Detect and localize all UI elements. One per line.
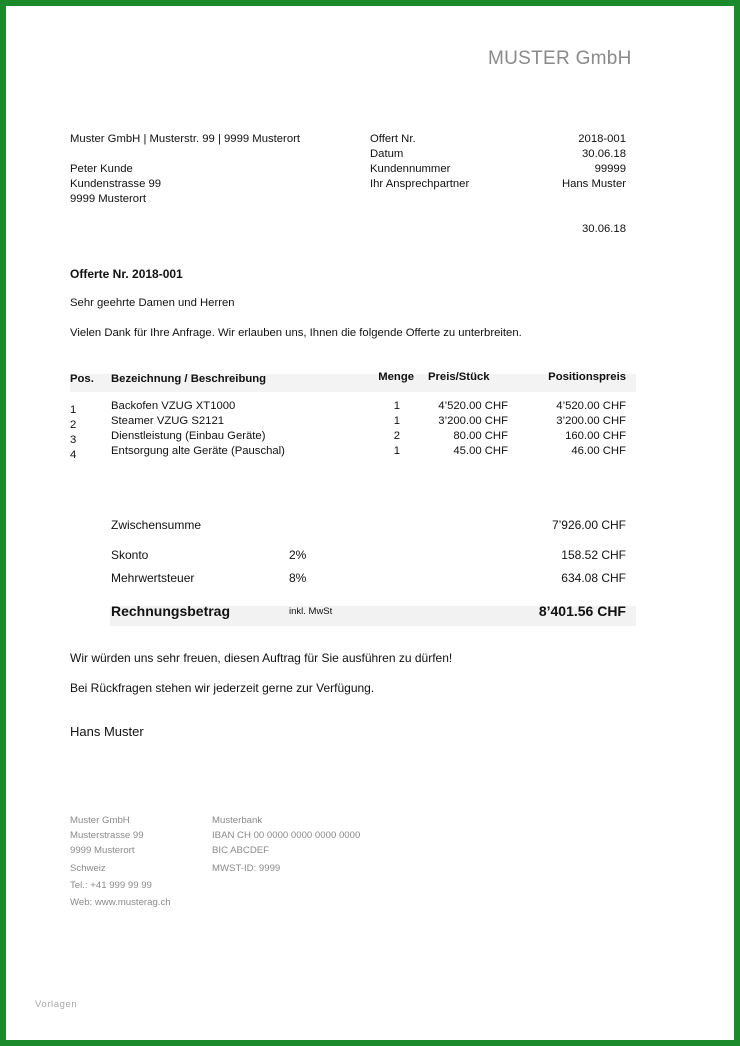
total-note: inkl. MwSt xyxy=(289,606,333,617)
footer-bank-line: MWST-ID: 9999 xyxy=(212,863,281,874)
footer-line: Muster GmbH xyxy=(70,815,130,826)
footer-bank-line: Musterbank xyxy=(212,815,263,826)
col-header-desc: Bezeichnung / Beschreibung xyxy=(111,373,267,385)
row-unit-price: 45.00 CHF xyxy=(453,445,508,457)
meta-value: Hans Muster xyxy=(561,178,626,190)
col-header-unit: Preis/Stück xyxy=(428,371,490,383)
meta-label: Kundennummer xyxy=(370,163,451,175)
discount-rate: 2% xyxy=(289,548,307,562)
row-unit-price: 3’200.00 CHF xyxy=(438,415,508,427)
row-desc: Steamer VZUG S2121 xyxy=(111,415,225,427)
document-subject: Offerte Nr. 2018-001 xyxy=(70,267,183,281)
meta-label: Offert Nr. xyxy=(370,133,416,145)
row-unit-price: 4’520.00 CHF xyxy=(438,400,508,412)
row-qty: 2 xyxy=(393,430,400,442)
row-qty: 1 xyxy=(393,415,400,427)
closing-text: Wir würden uns sehr freuen, diesen Auftrag für Sie ausführen zu dürfen! xyxy=(70,651,453,665)
footer-line: Musterstrasse 99 xyxy=(70,830,144,841)
vat-label: Mehrwertsteuer xyxy=(111,571,195,585)
row-pos: 4 xyxy=(70,449,77,461)
row-total: 4’520.00 CHF xyxy=(556,400,626,412)
recipient-name: Peter Kunde xyxy=(70,163,133,175)
footer-line: 9999 Musterort xyxy=(70,845,135,856)
footer-bank-line: BIC ABCDEF xyxy=(212,845,270,856)
row-pos: 2 xyxy=(70,419,77,431)
subtotal-value: 7’926.00 CHF xyxy=(551,518,626,532)
meta-value: 30.06.18 xyxy=(582,148,626,160)
vat-rate: 8% xyxy=(289,571,307,585)
row-unit-price: 80.00 CHF xyxy=(453,430,508,442)
col-header-qty: Menge xyxy=(378,371,414,383)
watermark-text: Vorlagen xyxy=(35,999,78,1010)
row-desc: Entsorgung alte Geräte (Pauschal) xyxy=(111,445,285,457)
row-desc: Dienstleistung (Einbau Geräte) xyxy=(111,430,266,442)
subtotal-label: Zwischensumme xyxy=(111,518,202,532)
recipient-street: Kundenstrasse 99 xyxy=(70,178,162,190)
closing-text: Bei Rückfragen stehen wir jederzeit gerne zur Verfügung. xyxy=(70,681,375,695)
meta-label: Ihr Ansprechpartner xyxy=(370,178,470,190)
row-qty: 1 xyxy=(393,445,400,457)
footer-line: Schweiz xyxy=(70,863,106,874)
intro-text: Vielen Dank für Ihre Anfrage. Wir erlauben uns, Ihnen die folgende Offerte zu unterbreiten. xyxy=(70,327,522,339)
discount-value: 158.52 CHF xyxy=(561,548,626,562)
row-qty: 1 xyxy=(393,400,400,412)
row-total: 160.00 CHF xyxy=(565,430,626,442)
sender-line: Muster GmbH | Musterstr. 99 | 9999 Musterort xyxy=(70,133,300,145)
meta-value: 2018-001 xyxy=(578,133,626,145)
footer-bank-line: IBAN CH 00 0000 0000 0000 0000 xyxy=(212,830,361,841)
footer-line: Tel.: +41 999 99 99 xyxy=(70,880,152,891)
total-label: Rechnungsbetrag xyxy=(111,603,231,619)
col-header-total: Positionspreis xyxy=(548,371,626,383)
row-pos: 1 xyxy=(70,404,77,416)
salutation: Sehr geehrte Damen und Herren xyxy=(70,297,235,309)
row-total: 46.00 CHF xyxy=(571,445,626,457)
company-logo-text: MUSTER GmbH xyxy=(488,48,632,69)
recipient-city: 9999 Musterort xyxy=(70,193,146,205)
row-desc: Backofen VZUG XT1000 xyxy=(111,400,236,412)
vat-value: 634.08 CHF xyxy=(561,571,626,585)
signature-name: Hans Muster xyxy=(70,724,144,739)
row-pos: 3 xyxy=(70,434,77,446)
row-total: 3’200.00 CHF xyxy=(556,415,626,427)
total-value: 8’401.56 CHF xyxy=(538,603,626,619)
meta-label: Datum xyxy=(370,148,404,160)
discount-label: Skonto xyxy=(111,548,149,562)
col-header-pos: Pos. xyxy=(70,373,94,385)
meta-value: 99999 xyxy=(594,163,626,175)
footer-line: Web: www.musterag.ch xyxy=(70,897,171,908)
document-date: 30.06.18 xyxy=(582,223,626,235)
